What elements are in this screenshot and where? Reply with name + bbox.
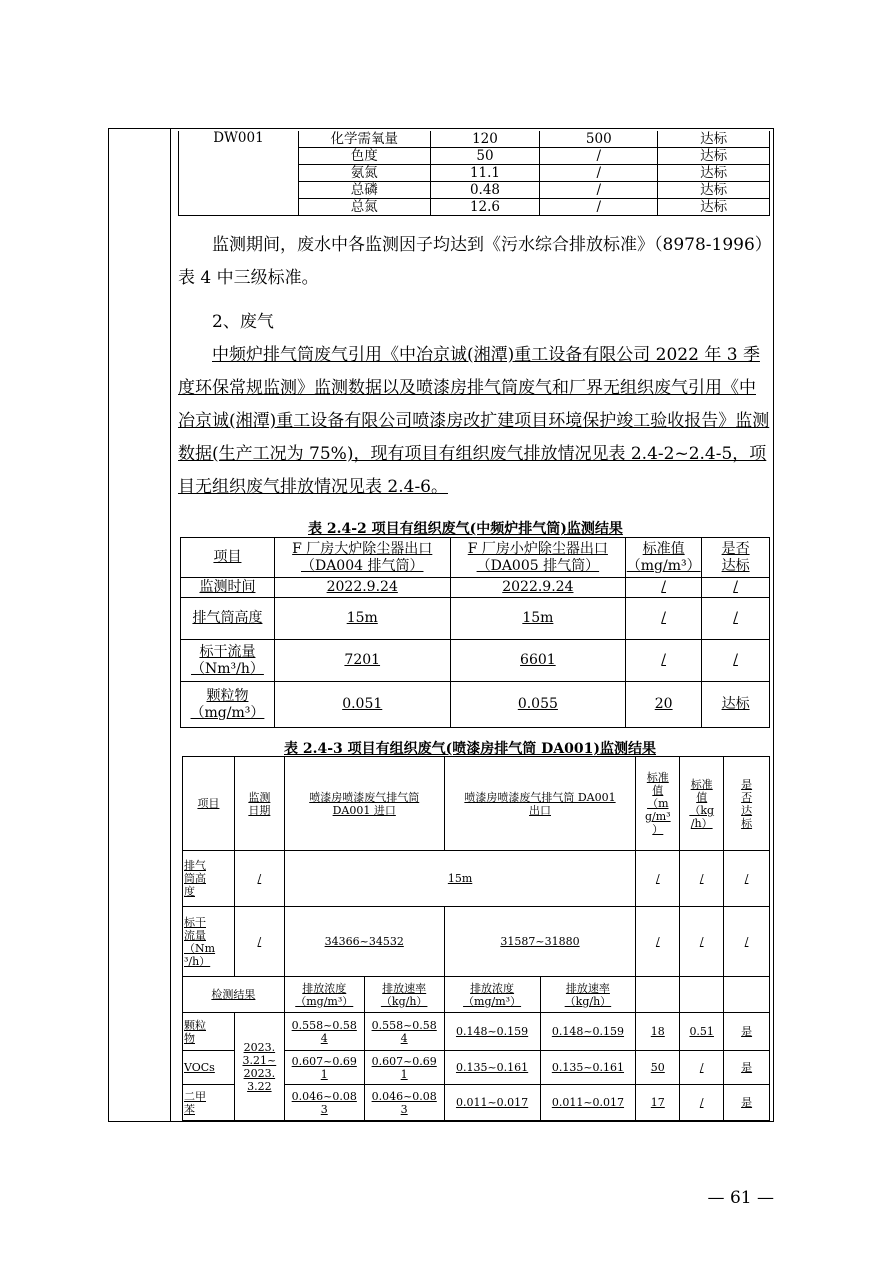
table-header-row: 项目 F 厂房大炉除尘器出口 （DA004 排气筒） F 厂房小炉除尘器出口 （DA005 排气筒） 标准值 （mg/m³） 是否 达标	[181, 538, 770, 578]
table-row: 总氮 12.6 / 达标	[179, 199, 770, 216]
table-2-4-3	[182, 756, 770, 1121]
outlet-id: DW001	[179, 131, 299, 216]
table-row: 标干流量 （Nm³/h） 7201 6601 / /	[181, 640, 770, 682]
table-row: 检测结果 排放浓度 （mg/m³） 排放速率 （kg/h） 排放浓度 （mg/m³） 排放速率 （kg/h）	[183, 977, 770, 1013]
table-row: 排气筒高度 15m 15m / /	[181, 598, 770, 640]
table-caption-2-4-2: 表 2.4-2 项目有组织废气(中频炉排气筒)监测结果	[308, 521, 623, 537]
wastewater-table	[178, 131, 770, 216]
table-row: 颗粒物 （mg/m³） 0.051 0.055 20 达标	[181, 682, 770, 728]
table-row: 氨氮 11.1 / 达标	[179, 165, 770, 182]
table-row: 监测时间 2022.9.24 2022.9.24 / /	[181, 578, 770, 598]
page-number: — 61 —	[707, 1188, 774, 1208]
table-caption-2-4-3: 表 2.4-3 项目有组织废气(喷漆房排气筒 DA001)监测结果	[284, 741, 657, 757]
table-row: DW001 化学需氧量 120 500 达标	[179, 131, 770, 148]
table-header-row: 项目 监测 日期 喷漆房喷漆废气排气筒 DA001 进口 喷漆房喷漆废气排气筒 DA001 出口 标准 值 （m g/m³ ） 标准 值 （kg /h） 是 否 达 标	[183, 757, 770, 851]
table-row: 色度 50 / 达标	[179, 148, 770, 165]
table-row: 排气 筒高 度 / 15m / / /	[183, 851, 770, 907]
paragraph-wastewater-conclusion: 监测期间，废水中各监测因子均达到《污水综合排放标准》（8978-1996）表 4 中三级标准。	[178, 235, 764, 288]
table-row: VOCs 0.607~0.69 1 0.607~0.69 1 0.135~0.161 0.135~0.161 50 / 是	[183, 1051, 770, 1085]
table-row: 二甲 苯 0.046~0.08 3 0.046~0.08 3 0.011~0.017 0.011~0.017 17 / 是	[183, 1085, 770, 1121]
table-2-4-2	[180, 537, 770, 728]
table-row: 颗粒 物 2023. 3.21~ 2023. 3.22 0.558~0.58 4 0.558~0.58 4 0.148~0.159 0.148~0.159 18 0.51 是	[183, 1013, 770, 1051]
section-heading-exhaust: 2、废气	[212, 312, 274, 332]
table-row: 标干 流量 （Nm ³/h） / 34366~34532 31587~31880 / / /	[183, 907, 770, 977]
monitoring-date: 2023. 3.21~ 2023. 3.22	[234, 1013, 284, 1121]
table-row: 总磷 0.48 / 达标	[179, 182, 770, 199]
paragraph-exhaust-source: 中频炉排气筒废气引用《中冶京诚(湘潭)重工设备有限公司 2022 年 3 季度环保常规监测》监测数据以及喷漆房排气筒废气和厂界无组织废气引用《中冶京诚(湘潭)重工设备有限公司喷漆房改扩建项目环境保护竣工验收报告》监测数据(生产工况为 75%)，现有项目有组织废气排放情况见表 2.4-2~2.4-5，项目无组织废气排放情况见表 2.4-6。	[178, 345, 770, 497]
frame-divider	[170, 128, 171, 1122]
